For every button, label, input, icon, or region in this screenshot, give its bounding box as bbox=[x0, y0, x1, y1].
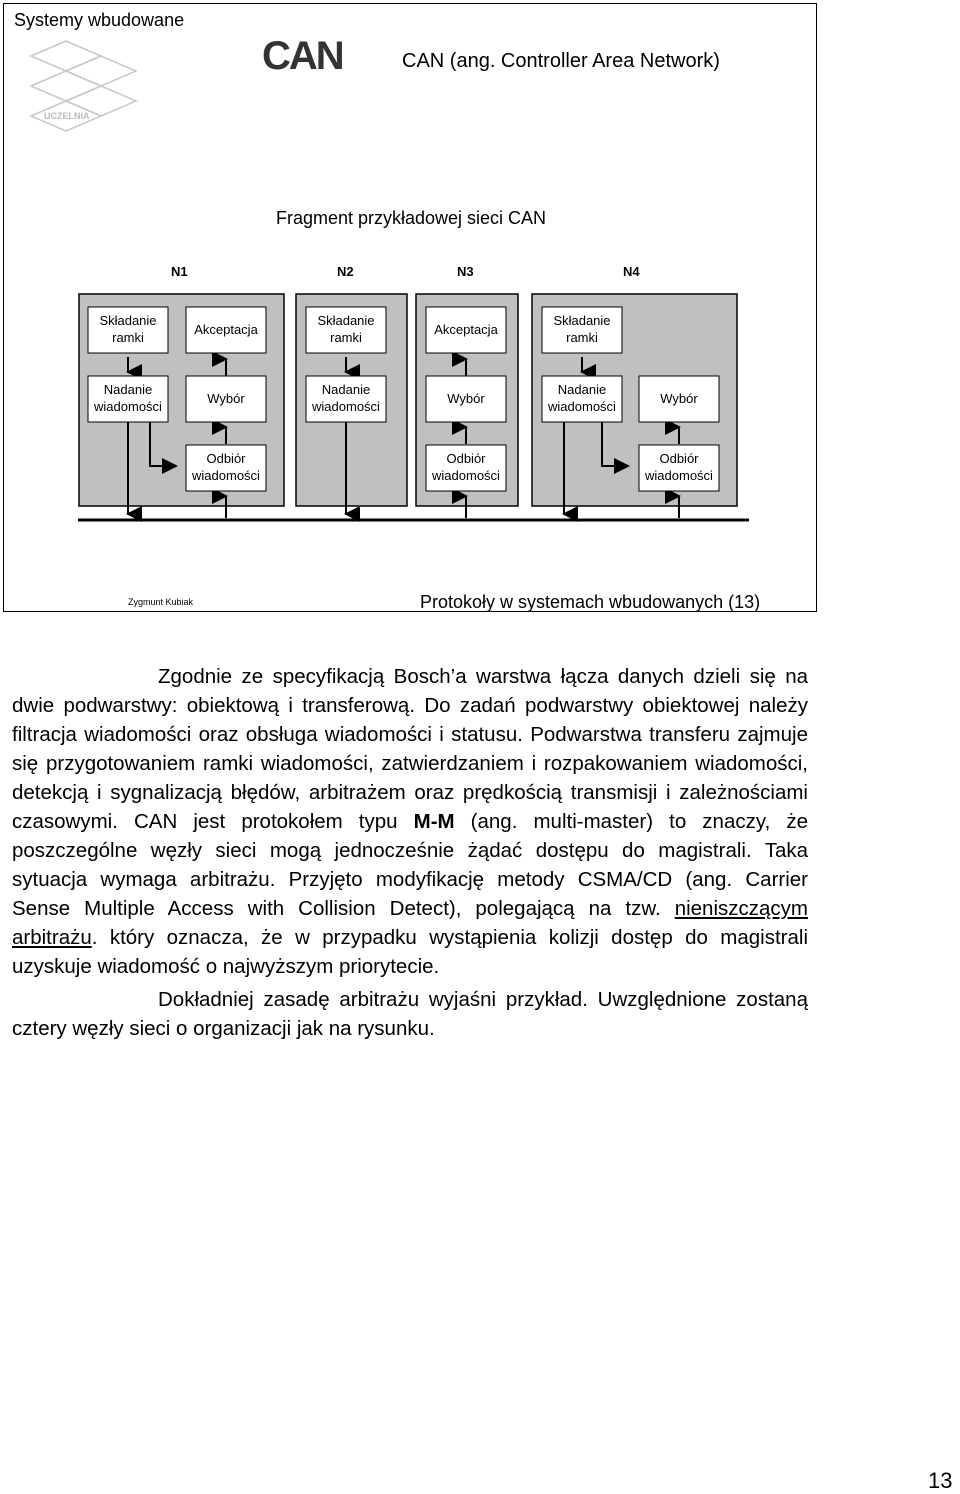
svg-text:wiadomości: wiadomości bbox=[432, 468, 500, 483]
svg-text:wiadomości: wiadomości bbox=[94, 399, 162, 414]
node-label-n3: N3 bbox=[457, 264, 474, 279]
svg-text:wiadomości: wiadomości bbox=[312, 399, 380, 414]
node-label-n1: N1 bbox=[171, 264, 188, 279]
svg-text:Nadanie: Nadanie bbox=[103, 382, 153, 397]
n2-box-skladanie bbox=[306, 307, 386, 353]
svg-text:Akceptacja: Akceptacja bbox=[434, 322, 498, 337]
slide-footer: Protokoły w systemach wbudowanych (13) bbox=[420, 592, 761, 612]
body-text bbox=[12, 662, 808, 1043]
svg-text:Odbiór: Odbiór bbox=[446, 451, 486, 466]
svg-text:UCZELNIA: UCZELNIA bbox=[44, 111, 90, 121]
svg-text:Wybór: Wybór bbox=[207, 391, 245, 406]
n4-box-wybor bbox=[639, 376, 719, 422]
slide-title: CAN (ang. Controller Area Network) bbox=[402, 50, 720, 72]
page-number: 13 bbox=[928, 1468, 953, 1493]
n1-box-skladanie bbox=[88, 307, 168, 353]
can-logo-text: CAN bbox=[262, 34, 343, 78]
svg-text:Wybór: Wybór bbox=[447, 391, 485, 406]
n1-box-nadanie bbox=[88, 376, 168, 422]
node-label-n4: N4 bbox=[623, 264, 640, 279]
svg-text:Składanie: Składanie bbox=[99, 313, 157, 328]
n1-box-wybor bbox=[186, 376, 266, 422]
n3-box-odbior bbox=[426, 445, 506, 491]
n1-box-akceptacja bbox=[186, 307, 266, 353]
can-network-diagram bbox=[4, 4, 818, 613]
slide-author: Zygmunt Kubiak bbox=[128, 597, 194, 607]
svg-text:ramki: ramki bbox=[330, 330, 362, 345]
n4-box-nadanie bbox=[542, 376, 622, 422]
n4-box-odbior bbox=[639, 445, 719, 491]
svg-text:Odbiór: Odbiór bbox=[206, 451, 246, 466]
course-title: Systemy wbudowane bbox=[14, 10, 185, 30]
svg-text:Akceptacja: Akceptacja bbox=[194, 322, 258, 337]
svg-text:ramki: ramki bbox=[566, 330, 598, 345]
n3-box-wybor bbox=[426, 376, 506, 422]
node-label-n2: N2 bbox=[337, 264, 354, 279]
n4-box-skladanie bbox=[542, 307, 622, 353]
svg-text:wiadomości: wiadomości bbox=[645, 468, 713, 483]
svg-text:wiadomości: wiadomości bbox=[548, 399, 616, 414]
svg-text:Odbiór: Odbiór bbox=[659, 451, 699, 466]
svg-text:Nadanie: Nadanie bbox=[321, 382, 371, 397]
svg-text:Składanie: Składanie bbox=[317, 313, 375, 328]
n3-box-akceptacja bbox=[426, 307, 506, 353]
svg-text:Wybór: Wybór bbox=[660, 391, 698, 406]
svg-text:wiadomości: wiadomości bbox=[192, 468, 260, 483]
slide-frame bbox=[3, 3, 817, 612]
svg-text:Nadanie: Nadanie bbox=[557, 382, 607, 397]
n2-box-nadanie bbox=[306, 376, 386, 422]
figure-caption: Fragment przykładowej sieci CAN bbox=[275, 208, 547, 228]
n1-box-odbior bbox=[186, 445, 266, 491]
svg-text:ramki: ramki bbox=[112, 330, 144, 345]
svg-text:Składanie: Składanie bbox=[553, 313, 611, 328]
paragraph-1: Zgodnie ze specyfikacją Bosch’a warstwa łącza danych dzieli się na dwie podwarstwy: obiektową i transferową. Do zadań podwarstwy obiektowej należy filtracja wiadomości oraz obsługa wiadomości i statusu. Podwarstwa transferu zajmuje się przygotowaniem ramki wiadomości, zatwierdzaniem i rozpakowaniem wiadomości, detekcją i sygnalizacją błędów, arbitrażem oraz prędkością transmisji i zależnościami czasowymi. CAN jest protokołem typu M-M (ang. multi-master) to znaczy, że poszczególne węzły sieci mogą jednocześnie żądać dostępu do magistrali. Taka sytuacja wymaga arbitrażu. Przyjęto modyfikację metody CSMA/CD (ang. Carrier Sense Multiple Access with Collision Detect), polegającą na tzw. nieniszczącym arbitrażu. który oznacza, że w przypadku wystąpienia kolizji dostęp do magistrali uzyskuje wiadomość o najwyższym priorytecie. bbox=[12, 665, 808, 978]
paragraph-2: Dokładniej zasadę arbitrażu wyjaśni przykład. Uwzględnione zostaną cztery węzły sieci o organizacji jak na rysunku. bbox=[12, 988, 808, 1040]
